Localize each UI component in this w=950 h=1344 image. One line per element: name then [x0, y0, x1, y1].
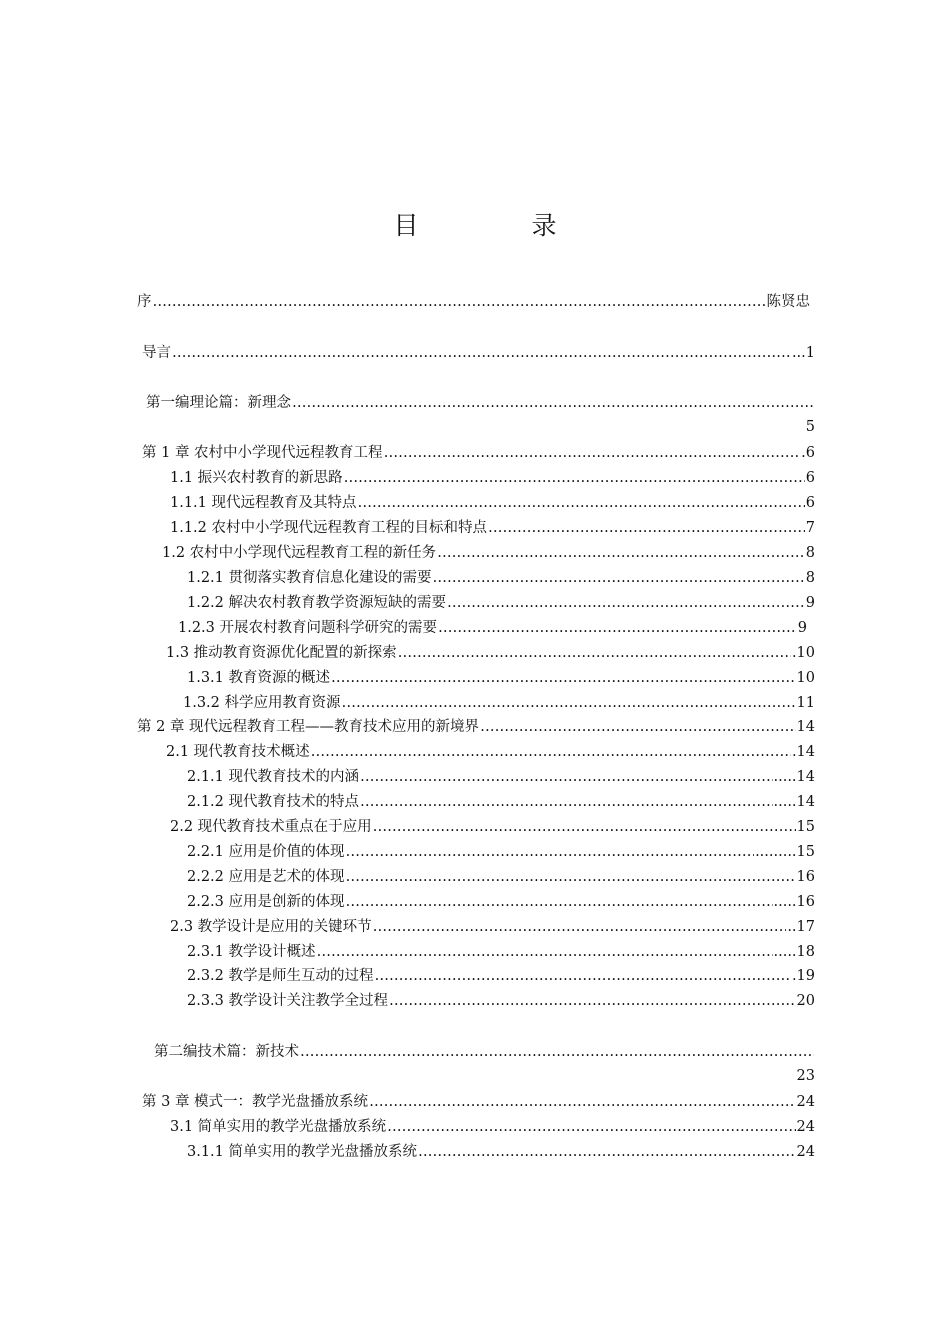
leader-dots [331, 668, 796, 688]
toc-entry-page: .........15 [755, 844, 815, 860]
leader-dots [375, 966, 791, 986]
toc-entry-label: 1.1 振兴农村教育的新思路 [170, 470, 343, 486]
toc-entry[interactable] [187, 842, 815, 862]
toc-entry-page: .6 [801, 445, 815, 461]
leader-dots [438, 618, 797, 638]
toc-entry-page: .14 [791, 744, 815, 760]
toc-entry-label: 1.2 农村中小学现代远程教育工程的新任务 [162, 545, 437, 561]
toc-entry-page: 9 [805, 595, 815, 611]
leader-dots [389, 991, 796, 1011]
toc-entry-label: 第 3 章 模式一：教学光盘播放系统 [142, 1094, 369, 1110]
leader-dots [360, 792, 772, 812]
toc-entry-page: 8 [805, 570, 815, 586]
toc-entry-page: 5 [805, 419, 815, 435]
leader-dots [292, 393, 814, 413]
leader-dots [480, 717, 795, 737]
toc-part-heading[interactable] [146, 393, 815, 413]
toc-entry-page: 23 [796, 1068, 815, 1084]
toc-entry-label: 第一编理论篇：新理念 [146, 395, 291, 411]
toc-entry[interactable] [170, 917, 815, 937]
toc-entry[interactable] [187, 668, 815, 688]
toc-entry[interactable] [170, 518, 815, 538]
toc-entry[interactable] [187, 991, 815, 1011]
toc-entry-label: 1.3.1 教育资源的概述 [187, 670, 331, 686]
leader-dots [369, 1092, 795, 1112]
toc-entry-page: 20 [796, 993, 815, 1009]
toc-entry-page: 11 [796, 695, 815, 711]
leader-dots [437, 543, 805, 563]
toc-entry[interactable] [178, 618, 807, 638]
toc-entry-label: 3.1 简单实用的教学光盘播放系统 [170, 1119, 387, 1135]
leader-dots [172, 343, 791, 363]
leader-dots [346, 842, 755, 862]
toc-entry-page: .....14 [773, 769, 815, 785]
toc-entry[interactable] [170, 468, 815, 488]
toc-entry[interactable] [183, 693, 815, 713]
leader-dots [360, 767, 772, 787]
toc-entry-page: 24 [796, 1094, 815, 1110]
toc-entry-label: 1.1.1 现代远程教育及其特点 [170, 495, 357, 511]
leader-dots [387, 1117, 795, 1137]
toc-entry-label: 2.2.2 应用是艺术的体现 [187, 869, 345, 885]
toc-entry-label: 3.1.1 简单实用的教学光盘播放系统 [187, 1144, 418, 1160]
leader-dots [342, 693, 796, 713]
toc-entry-label: 1.3.2 科学应用教育资源 [183, 695, 341, 711]
leader-dots [311, 742, 791, 762]
toc-title: 目 录 [393, 211, 601, 240]
leader-dots [373, 917, 787, 937]
toc-entry-label: 2.2.1 应用是价值的体现 [187, 844, 345, 860]
leader-dots [346, 892, 773, 912]
toc-entry[interactable] [187, 966, 815, 986]
toc-entry-label: 2.2 现代教育技术重点在于应用 [170, 819, 372, 835]
toc-entry[interactable] [187, 792, 815, 812]
toc-entry-page: .....18 [773, 944, 815, 960]
toc-entry-label: 2.1 现代教育技术概述 [166, 744, 310, 760]
toc-entry-page: ..17 [787, 919, 815, 935]
toc-entry[interactable] [166, 742, 815, 762]
toc-entry-label: 2.3.1 教学设计概述 [187, 944, 316, 960]
toc-entry-page: 6 [805, 495, 815, 511]
toc-entry-page: 9 [797, 620, 807, 636]
toc-entry-page: 7 [805, 520, 815, 536]
toc-entry-label: 1.2.1 贯彻落实教育信息化建设的需要 [187, 570, 432, 586]
toc-entry-label: 序 [137, 294, 152, 310]
leader-dots [398, 643, 791, 663]
leader-dots [373, 817, 796, 837]
toc-entry[interactable] [170, 817, 815, 837]
toc-entry-label: 2.3 教学设计是应用的关键环节 [170, 919, 372, 935]
toc-entry-label: 第 2 章 现代远程教育工程——教育技术应用的新境界 [137, 719, 480, 735]
toc-entry-page: 24 [796, 1119, 815, 1135]
toc-entry-page: .....14 [773, 794, 815, 810]
toc-entry-label: 2.3.2 教学是师生互动的过程 [187, 968, 374, 984]
toc-entry-author: 陈贤忠 [766, 294, 810, 310]
toc-entry-page: 15 [796, 819, 815, 835]
toc-entry-page: .10 [791, 645, 815, 661]
leader-dots [418, 1142, 796, 1162]
toc-entry-page: .....16 [773, 894, 815, 910]
toc-entry[interactable] [142, 1092, 815, 1112]
toc-part-heading[interactable] [154, 1042, 815, 1062]
toc-entry-page: .19 [791, 968, 815, 984]
toc-entry-label: 第 1 章 农村中小学现代远程教育工程 [142, 445, 383, 461]
toc-entry-label: 1.2.3 开展农村教育问题科学研究的需要 [178, 620, 438, 636]
leader-dots [344, 468, 805, 488]
toc-entry[interactable] [187, 892, 815, 912]
toc-entry-label: 2.3.3 教学设计关注教学全过程 [187, 993, 389, 1009]
toc-entry[interactable] [142, 343, 815, 363]
toc-entry-label: 导言 [142, 345, 171, 361]
toc-entry-label: 2.1.2 现代教育技术的特点 [187, 794, 360, 810]
leader-dots [317, 942, 773, 962]
toc-entry[interactable] [187, 593, 815, 613]
toc-entry[interactable] [187, 1142, 815, 1162]
leader-dots [300, 1042, 814, 1062]
leader-dots [447, 593, 805, 613]
leader-dots [488, 518, 805, 538]
toc-entry-page: ...1 [791, 345, 815, 361]
toc-entry[interactable] [166, 643, 815, 663]
toc-entry-page: 10 [796, 670, 815, 686]
toc-entry-label: 1.2.2 解决农村教育教学资源短缺的需要 [187, 595, 447, 611]
toc-entry-label: 第二编技术篇：新技术 [154, 1044, 299, 1060]
toc-entry-label: 2.1.1 现代教育技术的内涵 [187, 769, 360, 785]
toc-entry-label: 1.1.2 农村中小学现代远程教育工程的目标和特点 [170, 520, 488, 536]
leader-dots [153, 292, 766, 312]
toc-entry-label: 2.2.3 应用是创新的体现 [187, 894, 345, 910]
toc-entry-page: 16 [796, 869, 815, 885]
toc-entry-page: 6 [805, 470, 815, 486]
toc-entry-label: 1.3 推动教育资源优化配置的新探索 [166, 645, 397, 661]
toc-entry-page: 8 [805, 545, 815, 561]
toc-entry-page: 24 [796, 1144, 815, 1160]
toc-entry[interactable] [187, 942, 815, 962]
toc-entry[interactable] [137, 717, 815, 737]
toc-entry[interactable] [187, 767, 815, 787]
toc-entry[interactable] [187, 568, 815, 588]
leader-dots [384, 443, 801, 463]
leader-dots [346, 867, 796, 887]
leader-dots [358, 493, 805, 513]
toc-entry[interactable] [162, 543, 815, 563]
toc-entry[interactable] [187, 867, 815, 887]
toc-entry[interactable] [142, 443, 815, 463]
toc-entry-page: 14 [796, 719, 815, 735]
toc-entry[interactable] [137, 292, 810, 312]
leader-dots [433, 568, 805, 588]
toc-entry[interactable] [170, 493, 815, 513]
toc-entry[interactable] [170, 1117, 815, 1137]
